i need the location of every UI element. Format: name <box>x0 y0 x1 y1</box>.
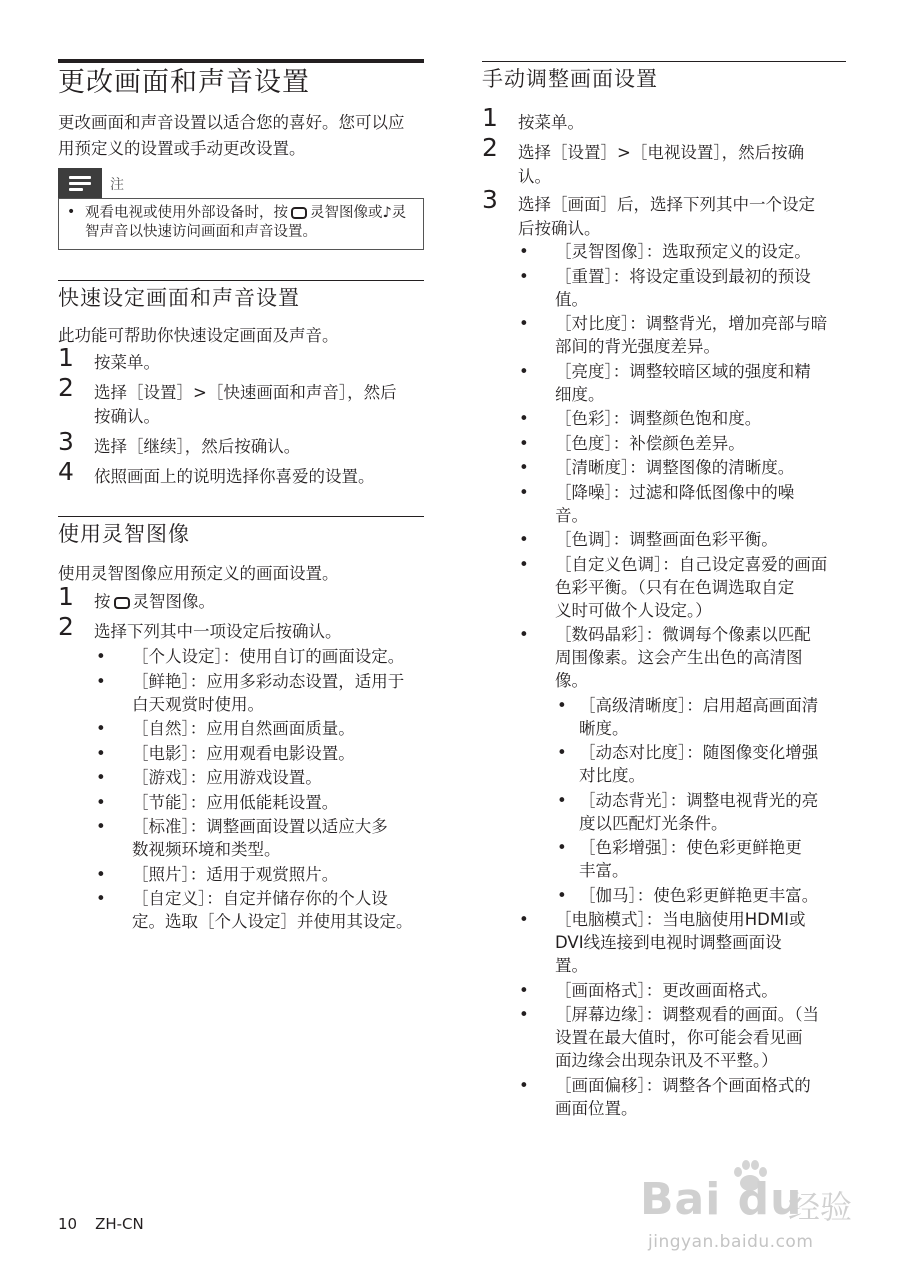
bullet-text: ［自定义色调］：自己设定喜爱的画面 色彩平衡。（只有在色调选取自定 义时可做个人设定。） <box>555 554 828 620</box>
page-footer <box>58 1215 162 1233</box>
step-text: 选择［设置］>［电视设置］，然后按确 认。 <box>518 143 805 186</box>
bullet-text: ［对比度］：调整背光，增加亮部与暗 部间的背光强度差异。 <box>555 314 828 356</box>
section-rule <box>58 280 424 281</box>
bullet-dot: • <box>557 790 567 810</box>
bullet-text: ［色调］：调整画面色彩平衡。 <box>555 530 778 549</box>
bullet-dot: • <box>519 361 529 381</box>
bullet-text: ［电脑模式］：当电脑使用HDMI或 DVI线连接到电视时调整画面设 置。 <box>555 910 806 975</box>
bullet-text: ［清晰度］：调整图像的清晰度。 <box>555 458 795 477</box>
bullet-text: ［重置］：将设定重设到最初的预设 值。 <box>555 266 811 309</box>
language-code: ZH-CN <box>95 1215 144 1233</box>
bullet-text: ［节能］：应用低能耗设置。 <box>132 792 339 812</box>
intro-text: 更改画面和声音设置以适合您的喜好。您可以应用预定义的设置或手动更改设置。 <box>58 113 405 158</box>
bullet-dot: • <box>519 554 529 574</box>
bullet-text: ［伽马］：使色彩更鲜艳更丰富。 <box>579 885 819 905</box>
bullet-text: ［亮度］：调整较暗区域的强度和精 细度。 <box>555 361 811 404</box>
tv-button-icon <box>291 207 307 219</box>
bullet-dot: • <box>519 242 529 261</box>
bullet-dot: • <box>519 266 529 286</box>
bullet-text: ［照片］：适用于观赏照片。 <box>132 864 339 884</box>
watermark-cn: 经验 <box>788 1188 853 1226</box>
step-number: 4 <box>58 457 74 486</box>
bullet-dot: • <box>519 1005 529 1024</box>
step-text: 按菜单。 <box>94 353 160 372</box>
page-number: 10 <box>58 1215 78 1233</box>
bullet-dot: • <box>96 719 106 738</box>
bullet-dot: • <box>96 671 106 691</box>
bullet-text: ［标准］：调整画面设置以适应大多 数视频环境和类型。 <box>132 817 388 859</box>
bullet-dot: • <box>96 647 106 666</box>
bullet-text: ［色彩］：调整颜色饱和度。 <box>555 409 762 428</box>
smart-intro: 使用灵智图像应用预定义的画面设置。 <box>58 564 339 583</box>
step-text: 选择［设置］>［快速画面和声音］，然后 按确认。 <box>94 383 397 426</box>
bullet-text: ［降噪］：过滤和降低图像中的噪 音。 <box>555 482 795 525</box>
bullet-dot: • <box>96 743 106 763</box>
bullet-dot: • <box>519 314 529 333</box>
bullet-dot: • <box>519 910 529 929</box>
bullet-text: ［游戏］：应用游戏设置。 <box>132 768 322 787</box>
watermark-url: jingyan.baidu.com <box>648 1232 814 1252</box>
bullet-text: ［画面格式］：更改画面格式。 <box>555 980 778 1000</box>
step-text: 选择［画面］后，选择下列其中一个设定 后按确认。 <box>518 195 815 238</box>
bullet-dot: • <box>519 433 529 453</box>
bullet-dot: • <box>519 625 529 644</box>
step-number: 1 <box>58 343 74 372</box>
bullet-dot: • <box>96 817 106 836</box>
watermark-logo: Bai du <box>640 1174 803 1225</box>
bullet-text: ［色度］：补偿颜色差异。 <box>555 433 745 453</box>
step-number: 1 <box>482 103 498 132</box>
bullet-dot: • <box>519 530 529 549</box>
bullet-text: ［自然］：应用自然画面质量。 <box>132 719 355 738</box>
bullet-dot: • <box>96 889 106 908</box>
bullet-dot: • <box>96 864 106 884</box>
bullet-dot: • <box>557 743 567 762</box>
bullet-text: ［动态对比度］：随图像变化增强 对比度。 <box>579 743 819 785</box>
tv-button-icon <box>114 597 130 609</box>
step-text: 选择［继续］，然后按确认。 <box>94 437 301 456</box>
note-box <box>58 168 424 250</box>
bullet-text: ［自定义］：自定并储存你的个人设 定。选取［个人设定］并使用其设定。 <box>132 889 413 931</box>
bullet-dot: • <box>557 695 567 715</box>
bullet-text: ［色彩增强］：使色彩更鲜艳更 丰富。 <box>579 838 802 880</box>
bullet-text: ［鲜艳］：应用多彩动态设置，适用于 白天观赏时使用。 <box>132 671 405 714</box>
bullet-dot: • <box>519 409 529 428</box>
bullet-text: ［灵智图像］：选取预定义的设定。 <box>555 242 811 261</box>
step-number: 3 <box>58 427 74 456</box>
bullet-dot: • <box>519 980 529 1000</box>
bullet-dot: • <box>557 885 567 905</box>
step-text: 依照画面上的说明选择你喜爱的设置。 <box>94 467 375 486</box>
step-number: 2 <box>58 373 74 402</box>
note-bullet: • <box>67 204 76 220</box>
step-number: 1 <box>58 582 74 611</box>
note-icon <box>58 168 102 198</box>
manual-heading: 手动调整画面设置 <box>482 67 658 91</box>
smart-heading: 使用灵智图像 <box>58 522 190 546</box>
bullet-dot: • <box>96 792 106 812</box>
bullet-dot: • <box>519 1075 529 1095</box>
bullet-dot: • <box>96 768 106 787</box>
bullet-text: ［高级清晰度］：启用超高画面清 晰度。 <box>579 695 819 738</box>
note-text: 观看电视或使用外部设备时，按 灵智图像或♪灵智声音以快速访问画面和声音设置。 <box>85 205 407 240</box>
page-title: 更改画面和声音设置 <box>58 67 310 98</box>
bullet-dot: • <box>557 838 567 857</box>
step-number: 3 <box>482 185 498 214</box>
bullet-dot: • <box>519 458 529 477</box>
step-text: 选择下列其中一项设定后按确认。 <box>94 622 342 641</box>
note-label: 注 <box>110 177 124 193</box>
section-rule <box>482 61 846 62</box>
bullet-text: ［数码晶彩］：微调每个像素以匹配 周围像素。这会产生出色的高清图 像。 <box>555 625 811 690</box>
baidu-watermark <box>640 1160 870 1270</box>
bullet-dot: • <box>519 482 529 502</box>
step-number: 2 <box>482 133 498 162</box>
bullet-text: ［画面偏移］：调整各个画面格式的 画面位置。 <box>555 1075 811 1118</box>
title-rule <box>58 59 424 63</box>
step-text: 按菜单。 <box>518 113 584 132</box>
section-rule <box>58 516 424 517</box>
bullet-text: ［动态背光］：调整电视背光的亮 度以匹配灯光条件。 <box>579 790 819 833</box>
bullet-text: ［电影］：应用观看电影设置。 <box>132 743 355 763</box>
quick-heading: 快速设定画面和声音设置 <box>58 286 300 310</box>
step-number: 2 <box>58 612 74 641</box>
bullet-text: ［屏幕边缘］：调整观看的画面。（当 设置在最大值时，你可能会看见画 面边缘会出现杂讯及不平整。） <box>555 1005 819 1070</box>
bullet-text: ［个人设定］：使用自订的画面设定。 <box>132 647 405 666</box>
quick-intro: 此功能可帮助你快速设定画面及声音。 <box>58 326 339 345</box>
